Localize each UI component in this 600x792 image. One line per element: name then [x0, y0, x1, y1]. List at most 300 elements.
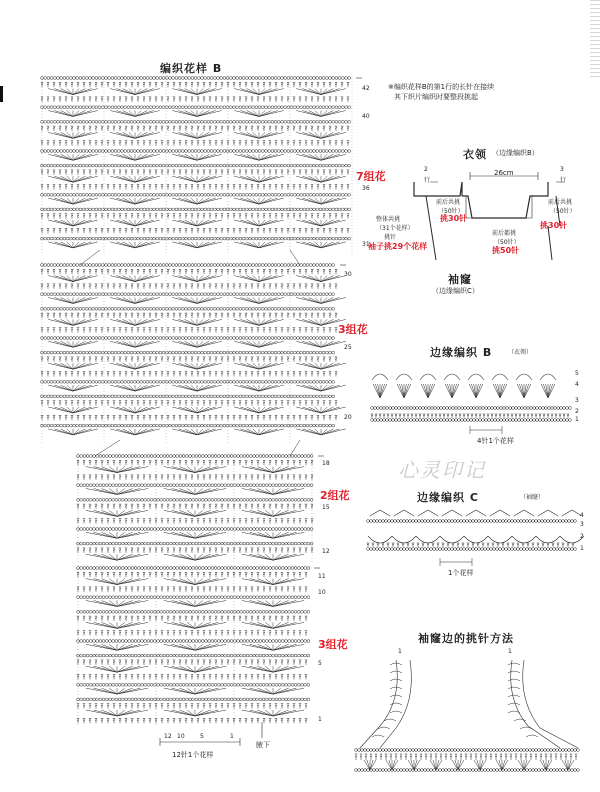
- chain-row: [77, 683, 310, 686]
- fan-stitch: [86, 666, 148, 672]
- chain-row: [41, 307, 335, 310]
- fan-stitch: [242, 644, 304, 650]
- chain-row: [371, 419, 572, 422]
- row-label: 10: [318, 589, 326, 596]
- fan-stitch: [452, 760, 464, 770]
- chart-b-note-line2: 其下织片编织时要整段挑起: [394, 93, 478, 101]
- fan-stitch: [172, 220, 222, 226]
- stitch-row: [77, 704, 308, 709]
- collar-front-back-right-2: （50针）: [550, 208, 576, 215]
- fan-stitch: [234, 154, 284, 160]
- chain-row: [367, 548, 577, 551]
- fan-stitch: [242, 579, 304, 585]
- stitch-row: [41, 372, 338, 377]
- stitch-row: [355, 754, 578, 760]
- edge-c-arc: [464, 536, 488, 543]
- fan-stitch: [242, 601, 304, 607]
- chain-row: [41, 424, 335, 427]
- fan-stitch: [493, 384, 507, 398]
- repeat-dimension-line: [160, 722, 262, 746]
- chain-row: [77, 698, 310, 701]
- fan-stitch: [242, 554, 304, 560]
- stitch-row: [77, 616, 308, 621]
- fan-stitch: [469, 384, 483, 398]
- armhole-marker-left: 1: [398, 648, 402, 655]
- armhole-loop: [390, 711, 402, 713]
- fan-stitch: [234, 298, 284, 304]
- stitch-row: [41, 269, 338, 274]
- chain-row: [41, 193, 351, 196]
- collar-front-back-left-1: 前后共挑: [436, 199, 461, 206]
- collar-center-1: 前后都挑: [492, 230, 517, 237]
- armhole-marker-right: 1: [508, 648, 512, 655]
- fan-stitch: [386, 760, 398, 770]
- fan-stitch: [234, 319, 284, 325]
- stitch-row: [41, 141, 350, 146]
- collar-rows-left: 2: [424, 166, 428, 173]
- edge-c-picot: [490, 510, 510, 516]
- chain-row: [371, 407, 572, 410]
- fan-stitch: [48, 132, 98, 138]
- fan-stitch: [48, 198, 98, 204]
- fan-stitch: [296, 220, 346, 226]
- edge-c-picot: [562, 510, 582, 516]
- stitch-row: [77, 504, 314, 509]
- chain-row: [41, 120, 351, 123]
- fan-stitch: [242, 710, 304, 716]
- chart-b-title: 编织花样 B: [160, 62, 223, 75]
- fan-stitch: [86, 688, 148, 694]
- stitch-row: [371, 414, 570, 418]
- fan-stitch: [172, 319, 222, 325]
- fan-stitch: [110, 132, 160, 138]
- fan-stitch: [234, 198, 284, 204]
- stitch-row: [41, 228, 350, 233]
- fan-stitch: [234, 363, 284, 369]
- edge-c-picot: [418, 510, 438, 516]
- chart-b-note-line1: ※编织花样B的第1行的长针在接续: [388, 83, 495, 91]
- fan-stitch: [234, 111, 284, 117]
- chain-row: [41, 337, 335, 340]
- chain-row: [77, 484, 313, 487]
- fan-stitch: [172, 363, 222, 369]
- fan-stitch: [164, 688, 226, 694]
- group-label-3a: 3组花: [338, 323, 368, 336]
- armhole-subtitle: （边缘编织C）: [432, 287, 479, 295]
- row-label: 15: [322, 504, 330, 511]
- edge-c-arc: [536, 536, 560, 543]
- picot-arc: [420, 374, 436, 380]
- edge-c-arc: [512, 536, 536, 543]
- fan-stitch: [234, 242, 284, 248]
- fan-stitch: [164, 601, 226, 607]
- fan-stitch: [242, 622, 304, 628]
- fan-stitch: [48, 89, 98, 95]
- stitch-row: [41, 328, 338, 333]
- collar-front-back-right-1: 前后共挑: [548, 199, 573, 206]
- fan-stitch: [110, 89, 160, 95]
- edge-b-row: 5: [575, 370, 579, 377]
- fan-stitch: [110, 176, 160, 182]
- armhole-loop: [508, 663, 520, 665]
- fan-stitch: [110, 276, 160, 282]
- fan-stitch: [110, 363, 160, 369]
- fan-stitch: [242, 532, 304, 538]
- fan-stitch: [296, 176, 346, 182]
- edge-b-row: 4: [575, 381, 579, 388]
- collar-front-back-left-2: （50针）: [438, 208, 464, 215]
- fan-stitch: [296, 111, 346, 117]
- fan-stitch: [172, 407, 222, 413]
- fan-stitch: [296, 385, 346, 391]
- edge-c-picot: [538, 510, 558, 516]
- fan-stitch: [164, 532, 226, 538]
- fan-stitch: [110, 319, 160, 325]
- row-label: 40: [362, 113, 370, 120]
- fan-stitch: [234, 276, 284, 282]
- edge-c-arc: [392, 536, 416, 543]
- fan-stitch: [86, 489, 148, 495]
- fan-stitch: [172, 198, 222, 204]
- fan-stitch: [86, 579, 148, 585]
- edge-b-row: 2: [575, 408, 579, 415]
- fan-stitch: [164, 554, 226, 560]
- edge-c-subtitle: （袖窿）: [520, 494, 545, 501]
- armhole-loop: [508, 687, 520, 689]
- fan-stitch: [296, 89, 346, 95]
- fan-stitch: [86, 532, 148, 538]
- fan-stitch: [296, 198, 346, 204]
- stitch-row: [41, 401, 338, 406]
- chain-row: [41, 77, 351, 80]
- chain-row: [41, 208, 351, 211]
- edge-c-arc: [416, 536, 440, 543]
- fan-stitch: [242, 467, 304, 473]
- edge-c-repeat: 1个花样: [448, 569, 474, 577]
- fan-stitch: [517, 384, 531, 398]
- stitch-row: [41, 126, 350, 131]
- fan-stitch: [86, 710, 148, 716]
- fan-stitch: [242, 489, 304, 495]
- fan-stitch: [48, 407, 98, 413]
- fan-stitch: [234, 220, 284, 226]
- chain-row: [41, 293, 335, 296]
- edge-c-picot: [394, 510, 414, 516]
- edge-b-row: 1: [575, 416, 579, 423]
- group-label-7: 7组花: [356, 170, 386, 183]
- underarm-label: 腋下: [256, 741, 270, 749]
- row-label: 42: [362, 85, 370, 92]
- fan-stitch: [110, 220, 160, 226]
- fan-stitch: [48, 319, 98, 325]
- edge-b-title: 边缘编织 B: [430, 346, 493, 359]
- fan-stitch: [296, 341, 346, 347]
- fan-stitch: [86, 622, 148, 628]
- armhole-loop: [372, 735, 384, 737]
- collar-overall-3: 挑针: [384, 234, 397, 241]
- fan-stitch: [234, 407, 284, 413]
- fan-stitch: [164, 710, 226, 716]
- bottom-number: 10: [177, 733, 185, 740]
- collar-title: 衣领: [463, 148, 487, 161]
- row-label: 1: [318, 716, 322, 723]
- fan-stitch: [110, 242, 160, 248]
- stitch-row: [77, 519, 314, 524]
- fan-stitch: [86, 601, 148, 607]
- picot-arc: [396, 374, 412, 380]
- armhole-loop: [390, 663, 402, 665]
- chain-row: [77, 654, 310, 657]
- picot-arc: [372, 374, 388, 380]
- picot-arc: [444, 374, 460, 380]
- collar-front-back-left-3: 挑30针: [440, 214, 468, 223]
- edge-c-picot: [514, 510, 534, 516]
- fan-stitch: [296, 132, 346, 138]
- fan-stitch: [48, 429, 98, 435]
- armhole-title: 袖窿: [448, 273, 472, 286]
- stitch-row: [41, 97, 350, 102]
- fan-stitch: [234, 341, 284, 347]
- fan-stitch: [172, 429, 222, 435]
- chain-row: [41, 150, 351, 153]
- collar-subtitle: （边缘编织B）: [492, 149, 539, 157]
- fan-stitch: [48, 363, 98, 369]
- collar-overall-2: （31个花样）: [376, 225, 414, 232]
- armhole-loop: [526, 735, 538, 737]
- armhole-loop: [390, 687, 402, 689]
- stitch-row: [41, 415, 338, 420]
- armhole-left-band: [360, 660, 411, 748]
- stitch-row: [77, 631, 308, 636]
- fan-stitch: [234, 385, 284, 391]
- chain-row: [41, 395, 335, 398]
- edge-c-picot: [466, 510, 486, 516]
- sleeve-pick-label: 袖子挑29个花样: [368, 242, 428, 251]
- fan-stitch: [172, 111, 222, 117]
- stitch-row: [41, 284, 338, 289]
- fan-stitch: [242, 688, 304, 694]
- stitch-row: [41, 313, 338, 318]
- chain-row: [77, 596, 310, 599]
- fan-stitch: [164, 579, 226, 585]
- stitch-row: [77, 475, 314, 480]
- stitch-row: [41, 357, 338, 362]
- chain-row: [41, 351, 335, 354]
- fan-stitch: [110, 429, 160, 435]
- fan-stitch: [48, 385, 98, 391]
- stitch-row: [77, 572, 308, 577]
- stitch-row: [41, 82, 350, 87]
- armhole-loop: [378, 727, 390, 729]
- fan-stitch: [172, 276, 222, 282]
- fan-stitch: [86, 467, 148, 473]
- fan-stitch: [541, 384, 555, 398]
- chain-row: [77, 567, 310, 570]
- fan-stitch: [242, 510, 304, 516]
- chain-row: [367, 520, 577, 523]
- row-label: 36: [362, 185, 370, 192]
- armhole-right-band: [511, 660, 578, 748]
- chain-row: [41, 164, 351, 167]
- edge-c-arc: [368, 536, 392, 543]
- fan-stitch: [296, 407, 346, 413]
- collar-center-3: 挑50针: [492, 246, 520, 255]
- fan-stitch: [48, 154, 98, 160]
- armhole-loop: [508, 703, 520, 705]
- armhole-loop: [390, 695, 402, 697]
- armhole-loop: [390, 671, 402, 673]
- stitch-row: [367, 543, 575, 547]
- row-label: 30: [344, 271, 352, 278]
- group-label-2: 2组花: [320, 489, 350, 502]
- fan-stitch: [172, 242, 222, 248]
- fan-stitch: [48, 276, 98, 282]
- row-label: 31: [362, 241, 370, 248]
- row-label: 11: [318, 573, 326, 580]
- fan-stitch: [164, 666, 226, 672]
- collar-front-back-right-3: 挑30针: [540, 221, 568, 230]
- chain-row: [41, 237, 351, 240]
- fan-stitch: [164, 622, 226, 628]
- fan-stitch: [296, 429, 346, 435]
- stitch-row: [77, 548, 314, 553]
- edge-c-row: 3: [580, 521, 584, 528]
- fan-stitch: [296, 298, 346, 304]
- collar-overall-1: 整体共挑: [376, 216, 401, 223]
- armhole-loop: [508, 695, 520, 697]
- fan-stitch: [234, 429, 284, 435]
- collar-width: 26cm: [494, 169, 514, 177]
- fan-stitch: [48, 341, 98, 347]
- block-connector: [80, 250, 300, 456]
- stitch-row: [77, 587, 308, 592]
- fan-stitch: [172, 385, 222, 391]
- fan-stitch: [421, 384, 435, 398]
- armhole-loop: [390, 703, 402, 705]
- edge-c-picot: [370, 510, 390, 516]
- stitch-row: [41, 185, 350, 190]
- fan-stitch: [164, 489, 226, 495]
- stitch-row: [41, 214, 350, 219]
- watermark-text: 心灵印记: [398, 458, 486, 482]
- chain-row: [41, 380, 335, 383]
- edge-c-picot: [442, 510, 462, 516]
- edge-c-row: 1: [580, 545, 584, 552]
- fan-stitch: [48, 220, 98, 226]
- row-label: 25: [344, 344, 352, 351]
- chain-row: [41, 106, 351, 109]
- edge-c-arc: [488, 536, 512, 543]
- fan-stitch: [48, 111, 98, 117]
- edge-c-title: 边缘编织 C: [417, 491, 479, 504]
- collar-inner: [466, 196, 532, 218]
- edge-b-row: 3: [575, 397, 579, 404]
- fan-stitch: [397, 384, 411, 398]
- fan-stitch: [110, 198, 160, 204]
- fan-stitch: [86, 554, 148, 560]
- fan-stitch: [164, 467, 226, 473]
- fan-stitch: [86, 510, 148, 516]
- fan-stitch: [172, 341, 222, 347]
- group-label-3b: 3组花: [318, 638, 348, 651]
- row-label: 20: [344, 414, 352, 421]
- fan-stitch: [234, 176, 284, 182]
- stitch-row: [77, 675, 308, 680]
- collar-outline: [414, 182, 548, 218]
- repeat-guide: [42, 75, 352, 253]
- armhole-loop: [390, 679, 402, 681]
- fan-stitch: [48, 298, 98, 304]
- fan-stitch: [110, 341, 160, 347]
- fan-stitch: [234, 89, 284, 95]
- chain-row: [77, 528, 313, 531]
- fan-stitch: [48, 242, 98, 248]
- bottom-number: 1: [230, 733, 234, 740]
- fan-stitch: [296, 242, 346, 248]
- picot-arc: [492, 374, 508, 380]
- row-label: 5: [318, 660, 322, 667]
- stitch-row: [77, 660, 308, 665]
- stitch-row: [41, 170, 350, 175]
- fan-stitch: [86, 644, 148, 650]
- fan-stitch: [110, 407, 160, 413]
- armhole-loop: [384, 719, 396, 721]
- fan-stitch: [110, 385, 160, 391]
- collar-rows-right: 3: [560, 166, 564, 173]
- fan-stitch: [164, 510, 226, 516]
- stitch-row: [77, 718, 308, 723]
- row-label: 12: [322, 548, 330, 555]
- collar-rows-right-unit: 行: [560, 177, 567, 184]
- bottom-number: 12: [164, 733, 172, 740]
- picot-arc: [540, 374, 556, 380]
- fan-stitch: [110, 111, 160, 117]
- fan-stitch: [445, 384, 459, 398]
- repeat-label: 12针1个花样: [172, 751, 214, 759]
- stitch-row: [77, 460, 314, 465]
- edge-b-subtitle: （衣领）: [508, 349, 533, 356]
- fan-stitch: [48, 176, 98, 182]
- fan-stitch: [172, 154, 222, 160]
- edge-b-dimension: [470, 426, 502, 434]
- fan-stitch: [110, 154, 160, 160]
- bottom-number: 5: [200, 733, 204, 740]
- armhole-loop: [508, 671, 520, 673]
- fan-stitch: [373, 384, 387, 398]
- fan-stitch: [296, 276, 346, 282]
- chain-row: [77, 542, 313, 545]
- fan-stitch: [518, 760, 530, 770]
- fan-stitch: [164, 644, 226, 650]
- edge-c-row: 4: [580, 512, 584, 519]
- fan-stitch: [172, 298, 222, 304]
- picot-arc: [516, 374, 532, 380]
- chain-row: [355, 749, 580, 752]
- picot-arc: [468, 374, 484, 380]
- fan-stitch: [172, 89, 222, 95]
- edge-c-arc: [440, 536, 464, 543]
- chain-row: [77, 498, 313, 501]
- chain-row: [41, 264, 335, 267]
- fan-stitch: [172, 132, 222, 138]
- edge-c-row: 2: [580, 533, 584, 540]
- collar-rows-left-unit: 行: [424, 177, 431, 184]
- armhole-loop: [508, 679, 520, 681]
- chain-row: [77, 455, 313, 458]
- fan-stitch: [296, 363, 346, 369]
- fan-stitch: [296, 154, 346, 160]
- edge-b-repeat: 4针1个花样: [477, 437, 514, 445]
